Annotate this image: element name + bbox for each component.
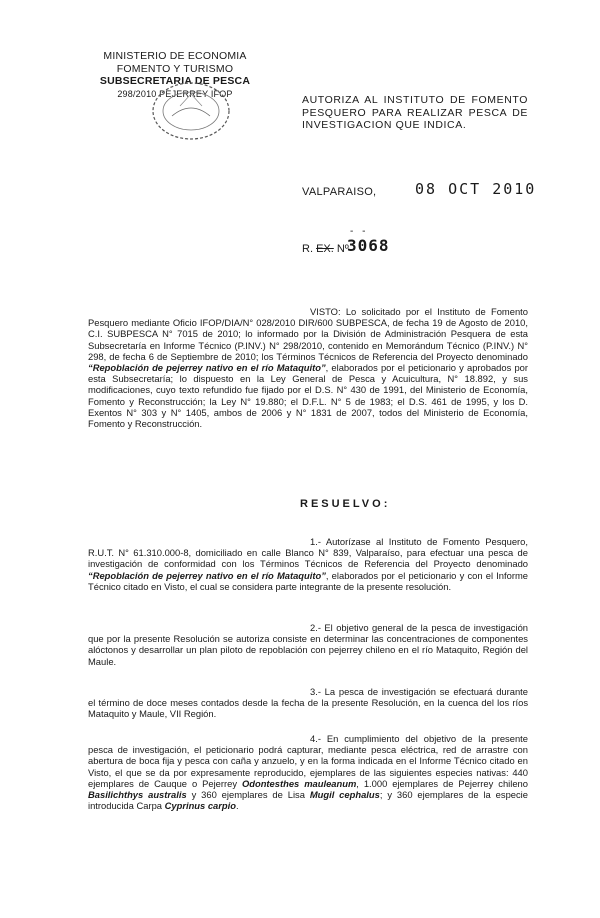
article-1: [88, 536, 528, 592]
resolution-struck-text: EX.: [316, 243, 334, 255]
resolution-subject: AUTORIZA AL INSTITUTO DE FOMENTO PESQUERO PARA REALIZAR PESCA DE INVESTIGACION QUE INDICA.: [302, 94, 528, 131]
article-4-text-3: y 360 ejemplares de Lisa: [186, 789, 310, 801]
article-4-text-1: 4.- En cumplimiento del objetivo de la presente pesca de investigación, el peticionario podrá capturar, mediante pesca eléctrica, red de arrastre con abertura de boca fija y pesca con caña y anzuelo, y en la forma indicada en el Informe Técnico citado en Visto, el que se da por expresamente reproducido, ejemplares de las siguientes especies nativas: 440 ejemplares de Cauque o Pejerrey: [88, 733, 528, 789]
file-reference: 298/2010 PEJERREY IFOP: [117, 88, 233, 99]
subsecretaria-name: SUBSECRETARIA DE PESCA: [99, 75, 251, 87]
place: VALPARAISO,: [302, 186, 377, 198]
article-3-text: 3.- La pesca de investigación se efectuará durante el término de doce meses contados desde la fecha de la presente Resolución, en la cuenca del los ríos Mataquito y Maule, VII Región.: [88, 686, 528, 720]
article-2: [88, 622, 528, 667]
visto-project-title: “Repoblación de pejerrey nativo en el río Mataquito”: [88, 362, 326, 374]
ministry-subtitle: FOMENTO Y TURISMO: [116, 62, 234, 75]
official-seal: [150, 80, 232, 142]
article-3: [88, 686, 528, 720]
visto-text-1: VISTO: Lo solicitado por el Instituto de Fomento Pesquero mediante Oficio IFOP/DIA/N° 028/2010 DIR/600 SUBPESCA, de fecha 19 de Agosto de 2010, C.I. SUBPESCA N° 7015 de 2010; lo informado por la División de Administración Pesquera de esta Subsecretaría en Informe Técnico (P.INV.) N° 298/2010, contenido en Memorándum Técnico (P.INV.) N° 298, de fecha 6 de Septiembre de 2010; los Términos Técnicos de Referencia del Proyecto denominado: [88, 306, 528, 362]
date-stamp: 08 OCT 2010: [415, 180, 537, 198]
resolution-label: [302, 243, 349, 255]
article-2-text: 2.- El objetivo general de la pesca de investigación que por la presente Resolución se autoriza consiste en determinar las concentraciones de componentes alóctonos y desarrollar un plan piloto de repoblación con pejerrey chileno en el río Mataquito, Región del Maule.: [88, 622, 528, 667]
article-4-text-5: .: [235, 800, 239, 812]
visto-text-2: , elaborados por el peticionario y aprobados por esta Subsecretaría; lo dispuesto en la Ley General de Pesca y Acuicultura, N° 18.892, y sus modificaciones, cuyo texto refundido fue fijado por el D.S. N° 430 de 1991, del Ministerio de Economía, Fomento y Reconstrucción; la Ley N° 19.880; el D.F.L. N° 5 de 1983; el D.S. 461 de 1995, y los D. Exentos N° 303 y N° 1405, ambos de 2006 y N° 1831 de 2007, todos del Ministerio de Economía, Fomento y Reconstrucción.: [88, 362, 528, 430]
resolution-prefix: R.: [302, 243, 313, 255]
species-mugil: Mugil cephalus: [309, 789, 380, 801]
article-4-text-2: , 1.000 ejemplares de Pejerrey chileno: [356, 777, 528, 789]
article-4-text-4: ; y 360 ejemplares de la especie introducida Carpa: [88, 789, 528, 812]
species-basilichthys: Basilichthys australis: [88, 789, 187, 801]
article-1-text-1: 1.- Autorízase al Instituto de Fomento Pesquero, R.U.T. N° 61.310.000-8, domiciliado en calle Blanco N° 839, Valparaíso, para efectuar una pesca de investigación de conformidad con los Términos Técnicos de Referencia del Proyecto denominado: [88, 536, 528, 570]
species-odontesthes: Odontesthes mauleanum: [241, 777, 357, 789]
handwritten-marks: - -: [350, 226, 369, 237]
resuelvo-heading: RESUELVO:: [300, 498, 391, 510]
article-1-project-title: “Repoblación de pejerrey nativo en el río Mataquito”: [88, 569, 326, 581]
species-cyprinus: Cyprinus carpio: [164, 800, 236, 812]
resolution-number: 3068: [347, 236, 390, 255]
article-4: [88, 733, 528, 811]
visto-paragraph: [88, 306, 528, 429]
resolution-no: Nº: [336, 243, 349, 255]
article-1-text-2: , elaborados por el peticionario y con el Informe Técnico citado en Visto, el cual se considera parte integrante de la presente resolución.: [88, 569, 528, 592]
ministry-name: MINISTERIO DE ECONOMIA: [103, 50, 247, 62]
